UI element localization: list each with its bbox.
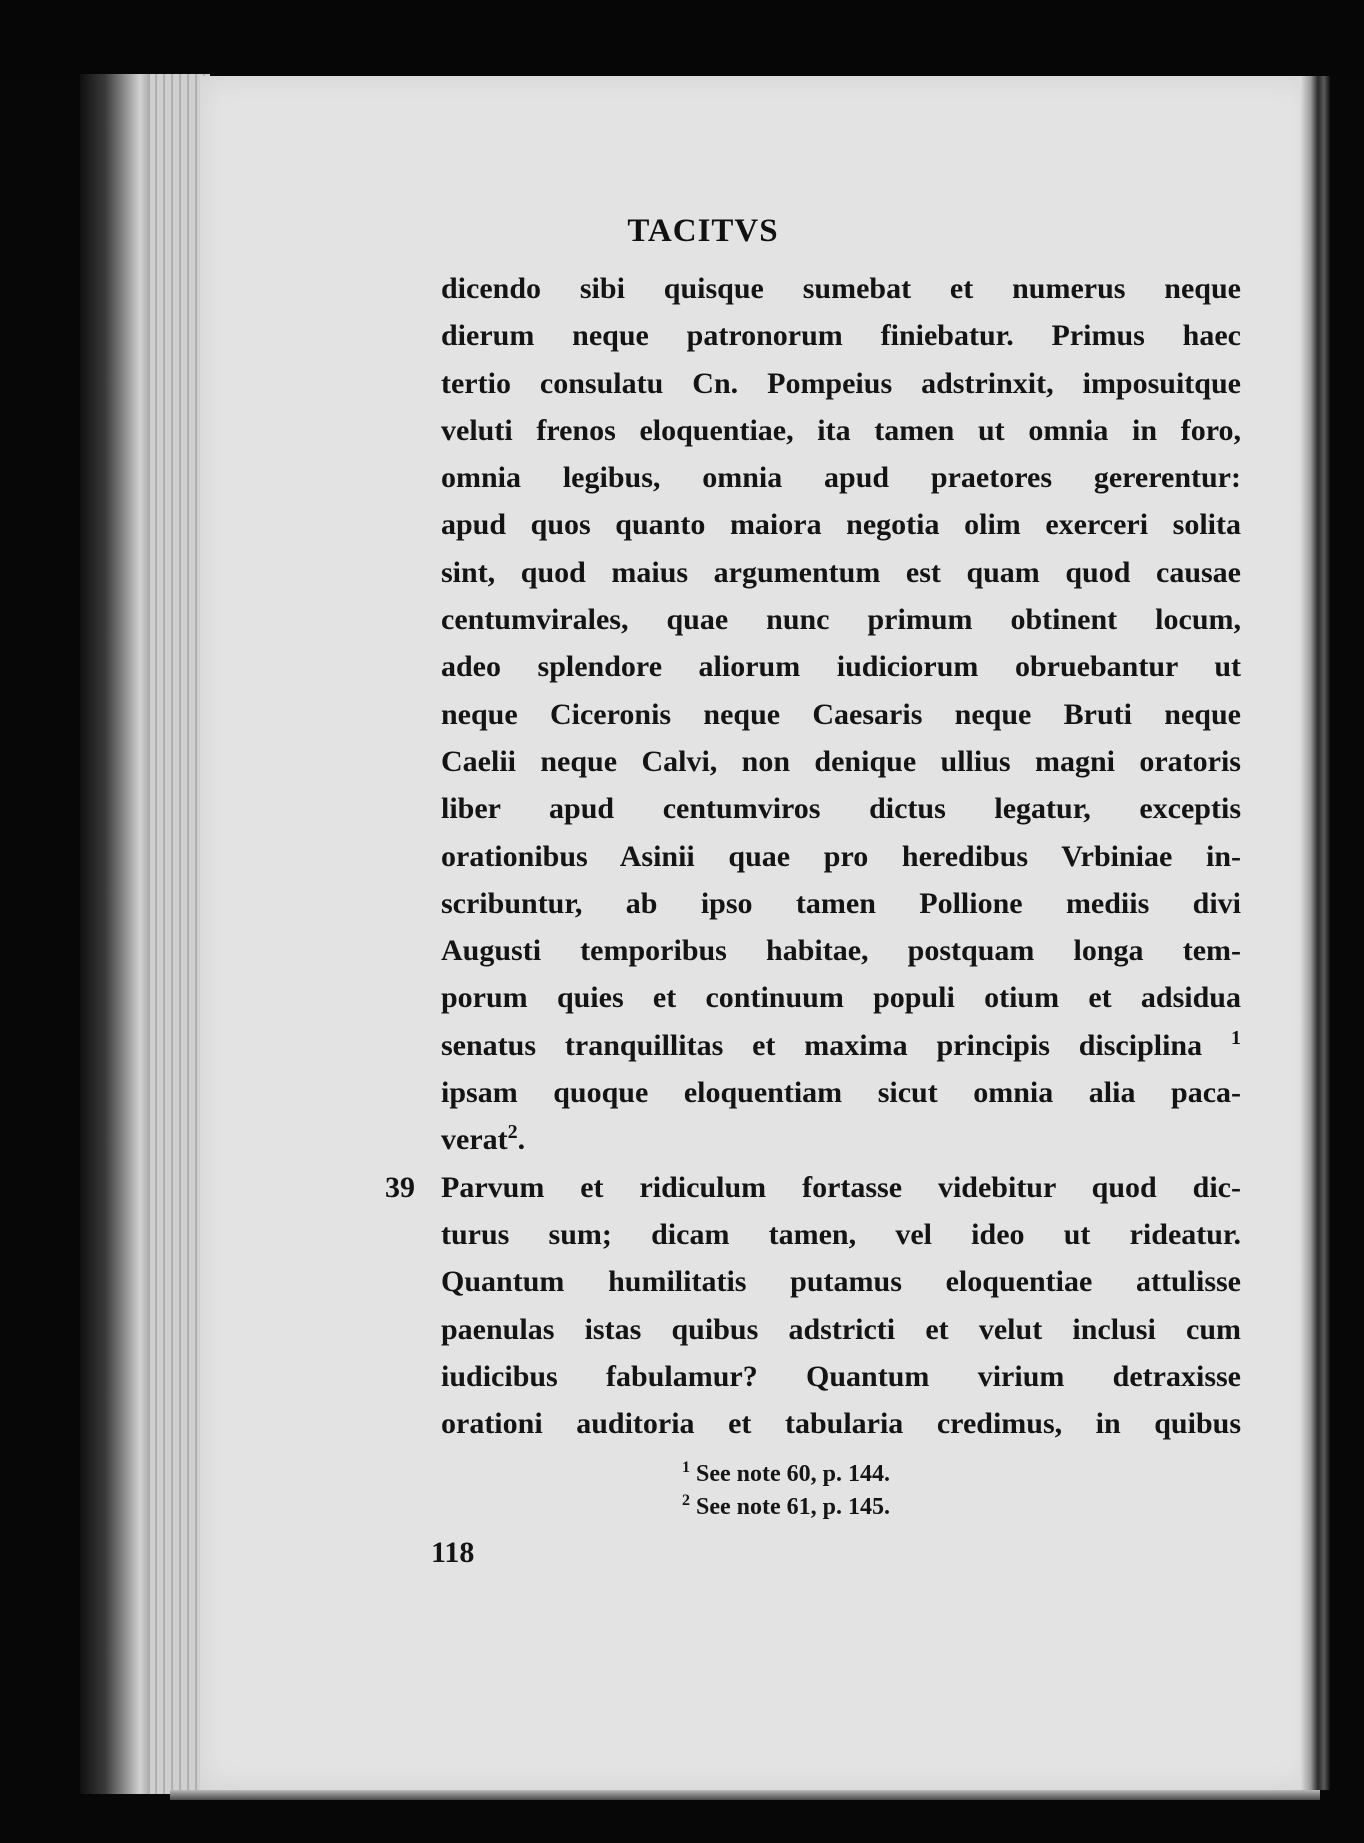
text-line: dicendo sibi quisque sumebat et numerus neque xyxy=(441,272,1241,305)
text-line: iudicibus fabulamur? Quantum virium detraxisse xyxy=(441,1359,1241,1393)
section-number: 39 xyxy=(385,1171,415,1204)
footnote-text: See note 60, p. 144. xyxy=(696,1461,890,1487)
text-line: neque Ciceronis neque Caesaris neque Bruti neque xyxy=(441,697,1241,731)
text-line: adeo splendore aliorum iudiciorum obruebantur ut xyxy=(441,650,1241,684)
page-number: 118 xyxy=(431,1536,475,1569)
text-line: veluti frenos eloquentiae, ita tamen ut omnia in foro, xyxy=(441,413,1241,447)
text-line: Caelii neque Calvi, non denique ullius magni oratoris xyxy=(441,744,1241,778)
text-line-with-note xyxy=(441,1022,1241,1069)
text-line: paenulas istas quibus adstricti et velut inclusi cum xyxy=(441,1312,1241,1346)
running-head-text: TACITVS xyxy=(627,213,779,249)
text-line: centumvirales, quae nunc primum obtinent locum, xyxy=(441,603,1241,637)
terminal-period: . xyxy=(517,1123,526,1157)
text-line: scribuntur, ab ipso tamen Pollione mediis divi xyxy=(441,886,1241,920)
text-line: orationibus Asinii quae pro heredibus Vrbiniae in- xyxy=(441,839,1241,873)
scan-top-border xyxy=(0,0,1364,74)
text-line: turus sum; dicam tamen, vel ideo ut rideatur. xyxy=(441,1217,1241,1251)
text-line: apud quos quanto maiora negotia olim exerceri solita xyxy=(441,508,1241,542)
text-line: orationi auditoria et tabularia credimus, in quibus xyxy=(441,1407,1241,1441)
note-mark: 1 xyxy=(1231,1026,1241,1049)
text-line: Augusti temporibus habitae, postquam longa tem- xyxy=(441,934,1241,968)
text-line-content: senatus tranquillitas et maxima principis disciplina xyxy=(441,1028,1203,1062)
text-line: Parvum et ridiculum fortasse videbitur quod dic- xyxy=(441,1170,1241,1204)
footnote xyxy=(682,1458,890,1491)
page-gutter-shadow xyxy=(1300,76,1330,1790)
text-line: dierum neque patronorum finiebatur. Primus haec xyxy=(441,319,1241,353)
note-mark: 2 xyxy=(507,1121,518,1144)
footnote-mark: 2 xyxy=(682,1492,690,1509)
page-bottom-edge xyxy=(170,1790,1320,1800)
text-line: sint, quod maius argumentum est quam quod causae xyxy=(441,555,1241,589)
text-line: ipsam quoque eloquentiam sicut omnia alia paca- xyxy=(441,1076,1241,1110)
footnote xyxy=(682,1491,890,1524)
text-line: Quantum humilitatis putamus eloquentiae attulisse xyxy=(441,1265,1241,1299)
text-line: omnia legibus, omnia apud praetores gererentur: xyxy=(441,461,1241,495)
footnote-mark: 1 xyxy=(682,1459,690,1476)
text-line: porum quies et continuum populi otium et adsidua xyxy=(441,981,1241,1015)
body-text xyxy=(441,265,1241,1447)
footnotes xyxy=(682,1458,890,1524)
footnote-text: See note 61, p. 145. xyxy=(696,1494,890,1520)
text-line-content: verat xyxy=(441,1123,508,1157)
text-line: liber apud centumviros dictus legatur, exceptis xyxy=(441,792,1241,826)
running-head xyxy=(0,213,1364,250)
text-line: tertio consulatu Cn. Pompeius adstrinxit, imposuitque xyxy=(441,366,1241,400)
text-line-with-note xyxy=(441,1116,1241,1163)
